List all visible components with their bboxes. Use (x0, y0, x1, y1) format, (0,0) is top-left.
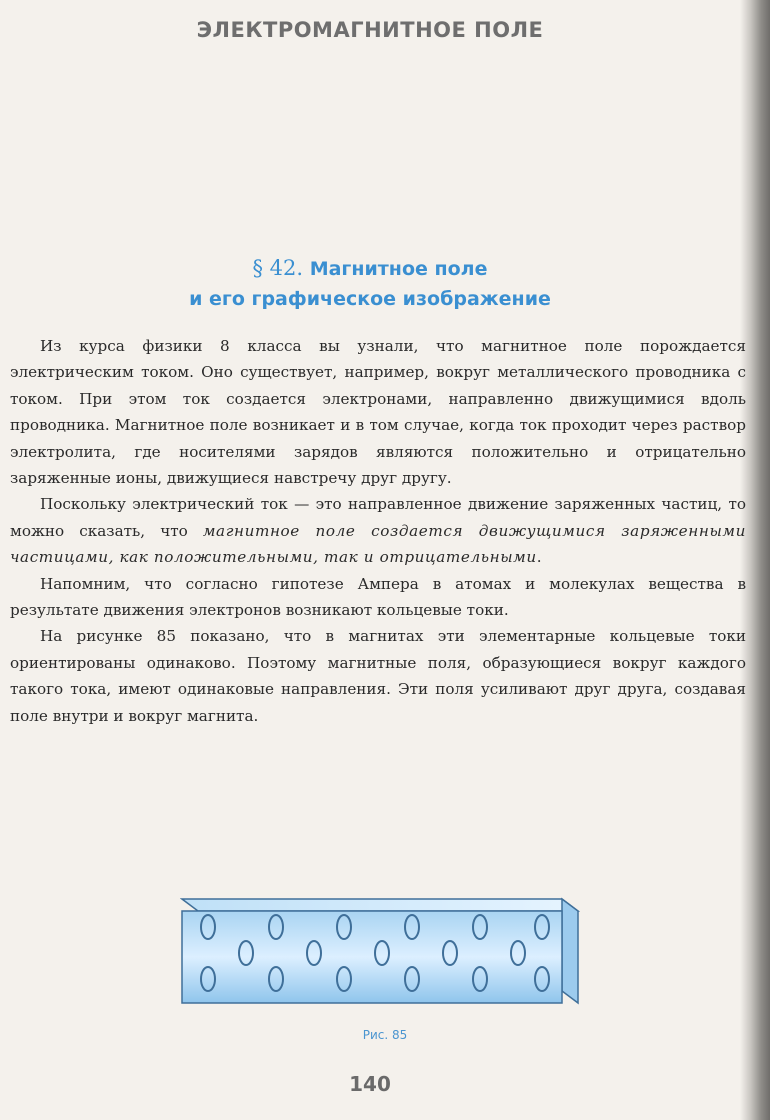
section-title-line1: Магнитное поле (309, 258, 488, 280)
paragraph-4: На рисунке 85 показано, что в магнитах эти элементарные кольцевые токи ориентированы одинаково. Поэтому магнитные поля, образующиеся вокруг каждого такого тока, имеют одинаковые направления. Эти поля усиливают друг друга, создавая поле внутри и вокруг магнита. (10, 627, 746, 725)
figure-caption: Рис. 85 (362, 1028, 408, 1042)
paragraph-2-emphasis: магнитное поле создается движущимися заряженными частицами, как положительными, так и отрицательными (10, 521, 747, 567)
body-text (10, 333, 746, 729)
magnet-top-face (182, 899, 578, 911)
page-number: 140 (349, 1072, 391, 1096)
section-number: § 42. (252, 256, 304, 280)
paragraph-2 (10, 491, 746, 570)
paragraph-1: Из курса физики 8 класса вы узнали, что магнитное поле порождается электрическим током. Оно существует, например, вокруг металлического проводника с током. При этом ток создается электронами, направленно движущимися вдоль проводника. Магнитное поле возникает и в том случае, когда ток проходит через раствор электролита, где носителями зарядов являются положительно и отрицательно заряженные ионы, движущиеся навстречу друг другу. (10, 337, 746, 488)
paragraph-2-start: Поскольку электрический ток — это направленное движение заряженных частиц, то можно сказать, что (10, 495, 746, 540)
magnet-side-face (562, 899, 578, 1003)
section-title-line2: и его графическое изображение (189, 288, 551, 310)
section-heading-line1 (0, 253, 740, 284)
paragraph-2-end: . (536, 548, 542, 567)
paragraph-3: Напомним, что согласно гипотезе Ампера в атомах и молекулах вещества в результате движения электронов возникают кольцевые токи. (10, 574, 746, 620)
section-heading (0, 253, 740, 314)
magnet-figure (180, 893, 580, 1009)
chapter-title: ЭЛЕКТРОМАГНИТНОЕ ПОЛЕ (196, 18, 544, 42)
